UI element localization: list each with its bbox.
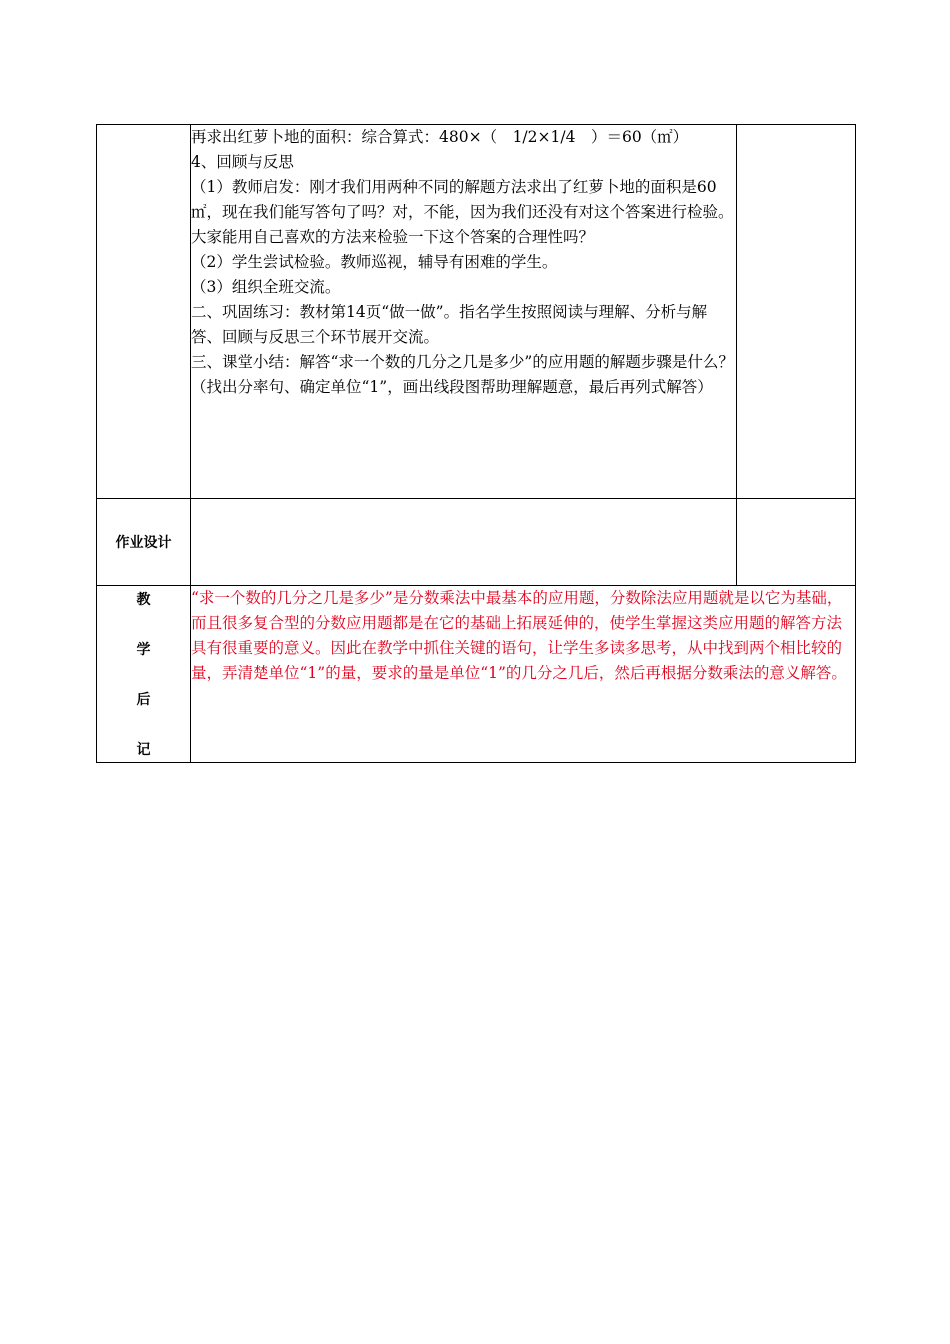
homework-row (97, 499, 856, 586)
reflection-row (97, 586, 856, 763)
lesson-line: （1）教师启发：刚才我们用两种不同的解题方法求出了红萝卜地的面积是60㎡，现在我们能写答句了吗？对，不能，因为我们还没有对这个答案进行检验。大家能用自己喜欢的方法来检验一下这个答案的合理性吗？ (191, 178, 734, 246)
reflection-label (97, 586, 191, 763)
lesson-line: （2）学生尝试检验。教师巡视，辅导有困难的学生。 (191, 253, 558, 271)
lesson-line: 4、回顾与反思 (191, 153, 294, 171)
reflection-label-char: 后 (136, 692, 151, 708)
homework-label: 作业设计 (97, 499, 191, 586)
lesson-line: （3）组织全班交流。 (191, 278, 341, 296)
lesson-label-cell (97, 125, 191, 499)
lesson-process-row (97, 125, 856, 499)
reflection-text: “求一个数的几分之几是多少”是分数乘法中最基本的应用题，分数除法应用题就是以它为基础，而且很多复合型的分数应用题都是在它的基础上拓展延伸的，使学生掌握这类应用题的解答方法具有很重要的意义。因此在教学中抓住关键的语句，让学生多读多思考，从中找到两个相比较的量，弄清楚单位“1”的量，要求的量是单位“1”的几分之几后，然后再根据分数乘法的意义解答。 (191, 589, 847, 682)
lesson-plan-table (96, 124, 856, 763)
lesson-line: 二、巩固练习：教材第14页“做一做”。指名学生按照阅读与理解、分析与解答、回顾与反思三个环节展开交流。 (191, 303, 708, 346)
reflection-label-char: 学 (136, 642, 151, 658)
homework-notes-cell (737, 499, 856, 586)
lesson-line: 再求出红萝卜地的面积：综合算式：480×（ 1/2×1/4 ）＝60（㎡） (191, 128, 689, 146)
lesson-process-cell (191, 125, 737, 499)
reflection-label-char: 记 (136, 742, 151, 758)
lesson-line: 三、课堂小结：解答“求一个数的几分之几是多少”的应用题的解题步骤是什么？ (191, 353, 734, 371)
lesson-notes-cell (737, 125, 856, 499)
reflection-content-cell (191, 586, 856, 763)
lesson-line: （找出分率句、确定单位“1”，画出线段图帮助理解题意，最后再列式解答） (191, 378, 713, 396)
reflection-label-char: 教 (136, 592, 151, 608)
homework-content-cell (191, 499, 737, 586)
